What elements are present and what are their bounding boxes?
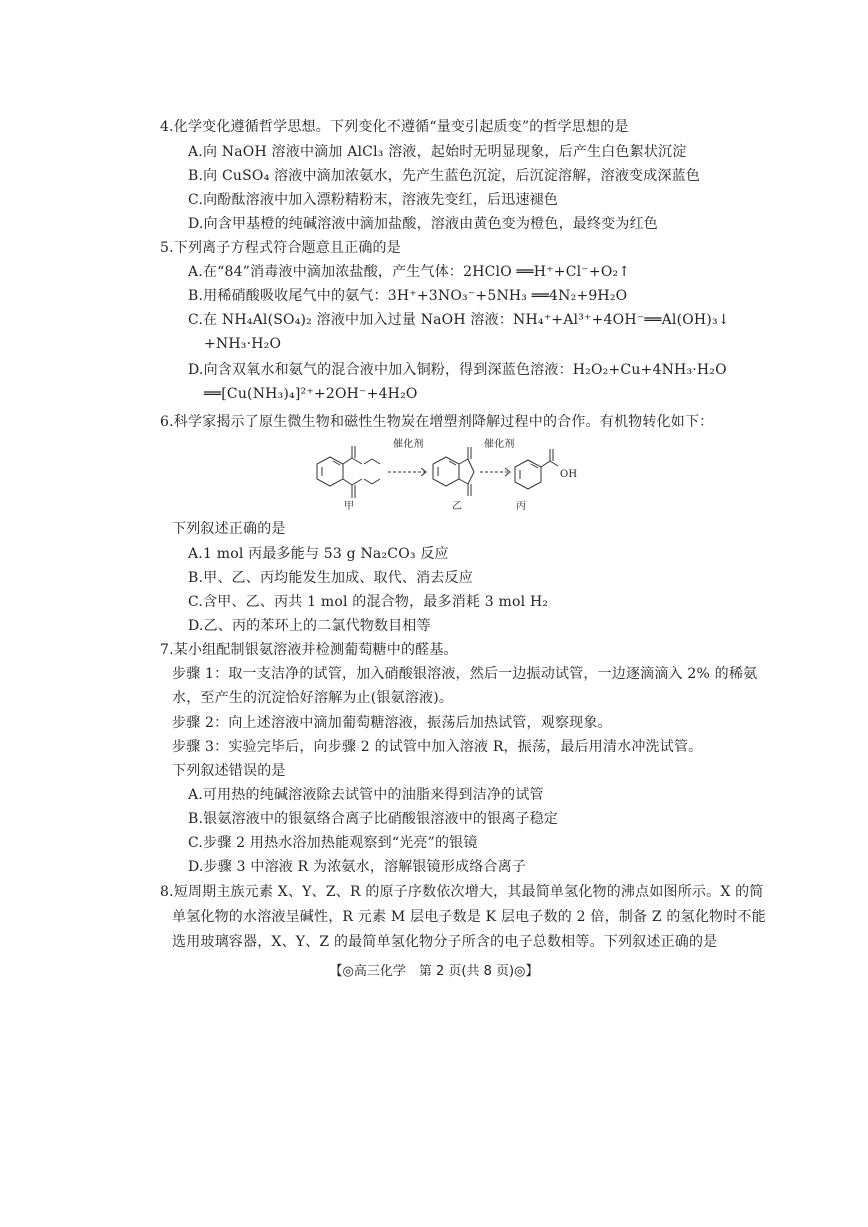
q7-option-a: A.可用热的纯碱溶液除去试管中的油脂来得到洁净的试管 [188, 787, 544, 803]
q8-stem-line-1: 8.短周期主族元素 X、Y、Z、R 的原子序数依次增大，其最简单氢化物的沸点如图所示。X 的简 [160, 884, 764, 900]
q7-step-1: 步骤 1：取一支洁净的试管，加入硝酸银溶液，然后一边振动试管，一边逐滴滴入 2% 的稀氨 [172, 666, 758, 682]
q5-option-c: C.在 NH₄Al(SO₄)₂ 溶液中加入过量 NaOH 溶液：NH₄⁺+Al³⁺+4OH⁻══Al(OH)₃↓ [188, 312, 730, 328]
q6-stem: 6.科学家揭示了原生微生物和磁性生物炭在增塑剂降解过程中的合作。有机物转化如下： [160, 414, 714, 430]
q5-option-a: A.在“84”消毒液中滴加浓盐酸，产生气体：2HClO ══H⁺+Cl⁻+O₂↑ [188, 264, 631, 280]
q4-option-c: C.向酚酞溶液中加入漂粉精粉末，溶液先变红，后迅速褪色 [188, 192, 559, 208]
q5-option-b: B.用稀硝酸吸收尾气中的氨气：3H⁺+3NO₃⁻+5NH₃ ══4N₂+9H₂O [188, 288, 628, 304]
compound-jia-structure [317, 446, 380, 498]
q4-option-b: B.向 CuSO₄ 溶液中滴加浓氨水，先产生蓝色沉淀，后沉淀溶解，溶液变成深蓝色 [188, 168, 701, 184]
compound-jia-label: 甲 [344, 501, 354, 512]
q5-option-d-continued: ══[Cu(NH₃)₄]²⁺+2OH⁻+4H₂O [204, 386, 418, 402]
compound-bing-label: 丙 [516, 501, 526, 512]
q4-option-a: A.向 NaOH 溶液中滴加 AlCl₃ 溶液，起始时无明显现象，后产生白色絮状沉淀 [188, 144, 687, 160]
q7-stem: 7.某小组配制银氨溶液并检测葡萄糖中的醛基。 [160, 642, 458, 658]
q4-stem: 4.化学变化遵循哲学思想。下列变化不遵循“量变引起质变”的哲学思想的是 [160, 119, 629, 135]
compound-yi-label: 乙 [452, 501, 462, 512]
q7-option-b: B.银氨溶液中的银氨络合离子比硝酸银溶液中的银离子稳定 [188, 811, 559, 827]
arrow-2 [480, 468, 510, 476]
q8-stem-line-3: 选用玻璃容器，X、Y、Z 的最简单氢化物分子所含的电子总数相等。下列叙述正确的是 [172, 934, 718, 950]
oh-label: OH [560, 469, 578, 480]
compound-yi-structure [433, 447, 474, 496]
q6-option-a: A.1 mol 丙最多能与 53 g Na₂CO₃ 反应 [188, 546, 449, 562]
q7-lead: 下列叙述错误的是 [172, 763, 286, 779]
q7-step-2: 步骤 2：向上述溶液中滴加葡萄糖溶液，振荡后加热试管，观察现象。 [172, 715, 612, 731]
catalyst-label-2: 催化剂 [484, 439, 515, 450]
compound-bing-structure [515, 449, 558, 489]
arrow-1 [388, 468, 426, 476]
q7-option-d: D.步骤 3 中溶液 R 为浓氨水，溶解银镜形成络合离子 [188, 859, 527, 875]
q7-step-3: 步骤 3：实验完毕后，向步骤 2 的试管中加入溶液 R，振荡，最后用清水冲洗试管。 [172, 739, 703, 755]
catalyst-label-1: 催化剂 [393, 439, 424, 450]
q8-stem-line-2: 单氢化物的水溶液呈碱性，R 元素 M 层电子数是 K 层电子数的 2 倍，制备 Z 的氢化物时不能 [172, 909, 766, 925]
q7-step-1-continued: 水，至产生的沉淀恰好溶解为止(银氨溶液)。 [172, 690, 454, 706]
q6-lead: 下列叙述正确的是 [172, 521, 286, 537]
q7-option-c: C.步骤 2 用热水浴加热能观察到“光亮”的银镜 [188, 835, 478, 851]
q4-option-d: D.向含甲基橙的纯碱溶液中滴加盐酸，溶液由黄色变为橙色，最终变为红色 [188, 216, 658, 232]
q5-option-c-continued: +NH₃·H₂O [204, 336, 282, 352]
q6-option-b: B.甲、乙、丙均能发生加成、取代、消去反应 [188, 570, 473, 586]
q6-option-d: D.乙、丙的苯环上的二氯代物数目相等 [188, 618, 431, 634]
q6-option-c: C.含甲、乙、丙共 1 mol 的混合物，最多消耗 3 mol H₂ [188, 594, 549, 610]
q5-option-d: D.向含双氧水和氨气的混合液中加入铜粉，得到深蓝色溶液：H₂O₂+Cu+4NH₃·H₂O [188, 362, 727, 378]
q5-stem: 5.下列离子方程式符合题意且正确的是 [160, 240, 401, 256]
page-footer: 【◎高三化学 第 2 页(共 8 页)◎】 [329, 964, 539, 979]
